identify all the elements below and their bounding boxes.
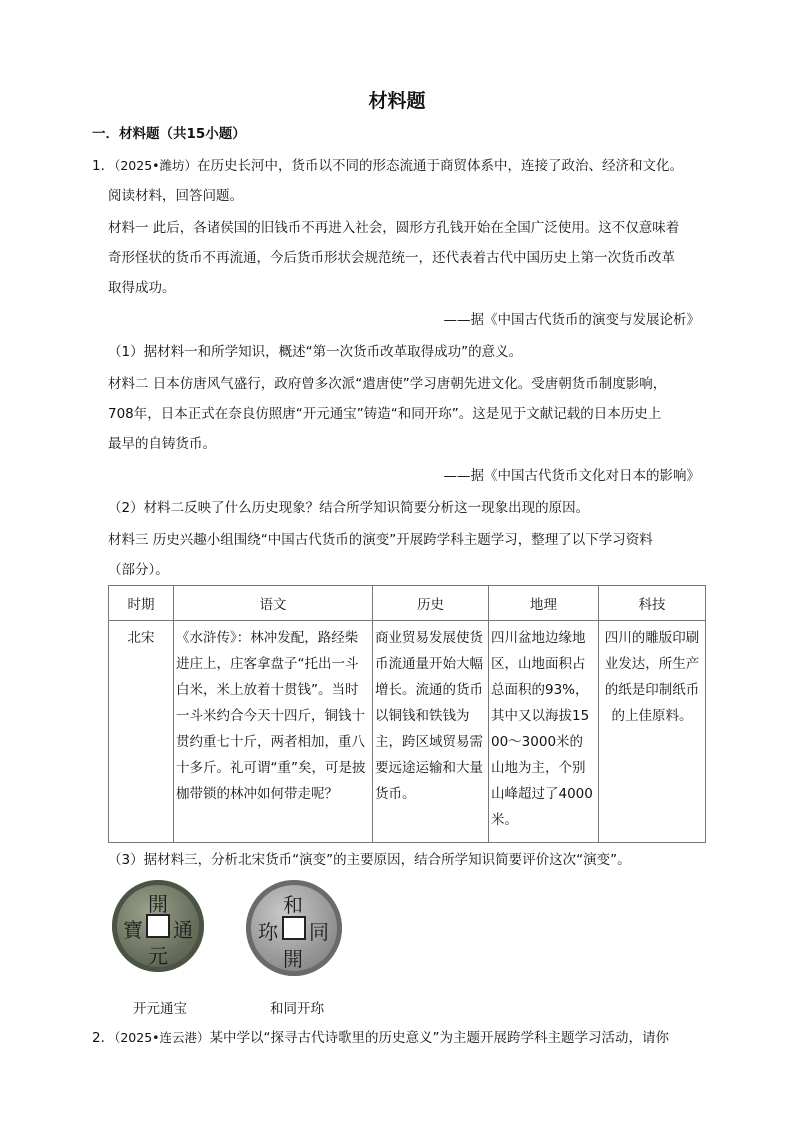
q2-intro: 某中学以“探寻古代诗歌里的历史意义”为主题开展跨学科主题学习活动，请你 — [209, 1030, 670, 1046]
sub-question-2: （2）材料二反映了什么历史现象？结合所学知识简要分析这一现象出现的原因。 — [108, 500, 590, 516]
q2-first-line — [92, 1028, 669, 1048]
material1-line2: 奇形怪状的货币不再流通，今后货币形状会规范统一，还代表着古代中国历史上第一次货币改革 — [108, 250, 675, 266]
wado-kaichin-coin-image — [246, 880, 342, 976]
coin-glyph-left: 珎 — [258, 920, 278, 944]
table-header-row — [109, 586, 706, 621]
cell-geography: 四川盆地边缘地区，山地面积占总面积的93%，其中又以海拔1500～3000米的山地为主，个别山峰超过了4000米。 — [491, 630, 593, 828]
q1-first-line — [92, 156, 683, 176]
material2-line1: 材料二 日本仿唐风气盛行，政府曾多次派“遣唐使”学习唐朝先进文化。受唐朝货币制度影响， — [108, 376, 667, 392]
material2-line2: 708年，日本正式在奈良仿照唐“开元通宝”铸造“和同开珎”。这是见于文献记载的日本历史上 — [108, 406, 662, 422]
material3-line1: 材料三 历史兴趣小组围绕“中国古代货币的演变”开展跨学科主题学习，整理了以下学习资料 — [108, 532, 653, 548]
section-heading: 一．材料题（共15小题） — [92, 126, 246, 142]
sub-question-3: （3）据材料三，分析北宋货币“演变”的主要原因，结合所学知识简要评价这次“演变”。 — [108, 852, 631, 868]
header-technology: 科技 — [599, 586, 706, 621]
cell-history: 商业贸易发展使货币流通量开始大幅增长。流通的货币以铜钱和铁钱为主，跨区域贸易需要远途运输和大量货币。 — [375, 630, 483, 802]
material1-source: ——据《中国古代货币的演变与发展论析》 — [443, 312, 700, 328]
material1-line1: 材料一 此后，各诸侯国的旧钱币不再进入社会，圆形方孔钱开始在全国广泛使用。这不仅意味着 — [108, 220, 680, 236]
material3-table — [108, 585, 706, 843]
q1-intro-line2: 阅读材料，回答问题。 — [108, 188, 243, 204]
coin-square-hole — [146, 914, 170, 938]
header-period: 时期 — [109, 586, 174, 621]
coin-glyph-right: 同 — [309, 920, 329, 944]
material2-source: ——据《中国古代货币文化对日本的影响》 — [443, 468, 700, 484]
coin-glyph-left: 寶 — [123, 918, 143, 942]
kaiyuan-tongbao-coin-image — [112, 880, 204, 972]
coin-square-hole — [282, 916, 306, 940]
header-history: 历史 — [373, 586, 489, 621]
header-geography: 地理 — [489, 586, 599, 621]
coin-glyph-top: 和 — [283, 893, 303, 917]
material2-line3: 最早的自铸货币。 — [108, 436, 216, 452]
coin-glyph-bottom: 開 — [283, 947, 303, 971]
kaiyuan-tongbao-caption: 开元通宝 — [133, 1001, 187, 1017]
wado-kaichin-caption: 和同开珎 — [270, 1001, 324, 1017]
table-row — [109, 621, 706, 843]
coin-glyph-right: 通 — [173, 918, 193, 942]
coin-glyph-bottom: 元 — [148, 944, 168, 968]
page-title: 材料题 — [368, 90, 426, 112]
q2-number: 2． — [92, 1030, 115, 1046]
sub-question-1: （1）据材料一和所学知识，概述“第一次货币改革取得成功”的意义。 — [108, 344, 523, 360]
cell-period: 北宋 — [127, 630, 155, 646]
q2-source-tag: （2025•连云港） — [114, 1030, 210, 1045]
cell-chinese: 《水浒传》：林冲发配，路经柴进庄上，庄客拿盘子“托出一斗白米，米上放着十贯钱”。当时一斗米约合今天十四斤，铜钱十贯约重七十斤，两者相加，重八十多斤。礼可谓“重”矣，可是披枷带锁的林冲如何带走呢？ — [176, 630, 366, 802]
cell-technology: 四川的雕版印刷业发达，所生产的纸是印制纸币的上佳原料。 — [604, 630, 700, 724]
material3-line2: （部分）。 — [108, 562, 169, 578]
q1-source-tag: （2025•潍坊） — [114, 158, 198, 173]
header-chinese: 语文 — [174, 586, 373, 621]
coin-glyph-top: 開 — [148, 892, 168, 916]
q1-intro: 在历史长河中，货币以不同的形态流通于商贸体系中，连接了政治、经济和文化。 — [197, 158, 684, 174]
q1-number: 1． — [92, 158, 115, 174]
material1-line3: 取得成功。 — [108, 280, 176, 296]
